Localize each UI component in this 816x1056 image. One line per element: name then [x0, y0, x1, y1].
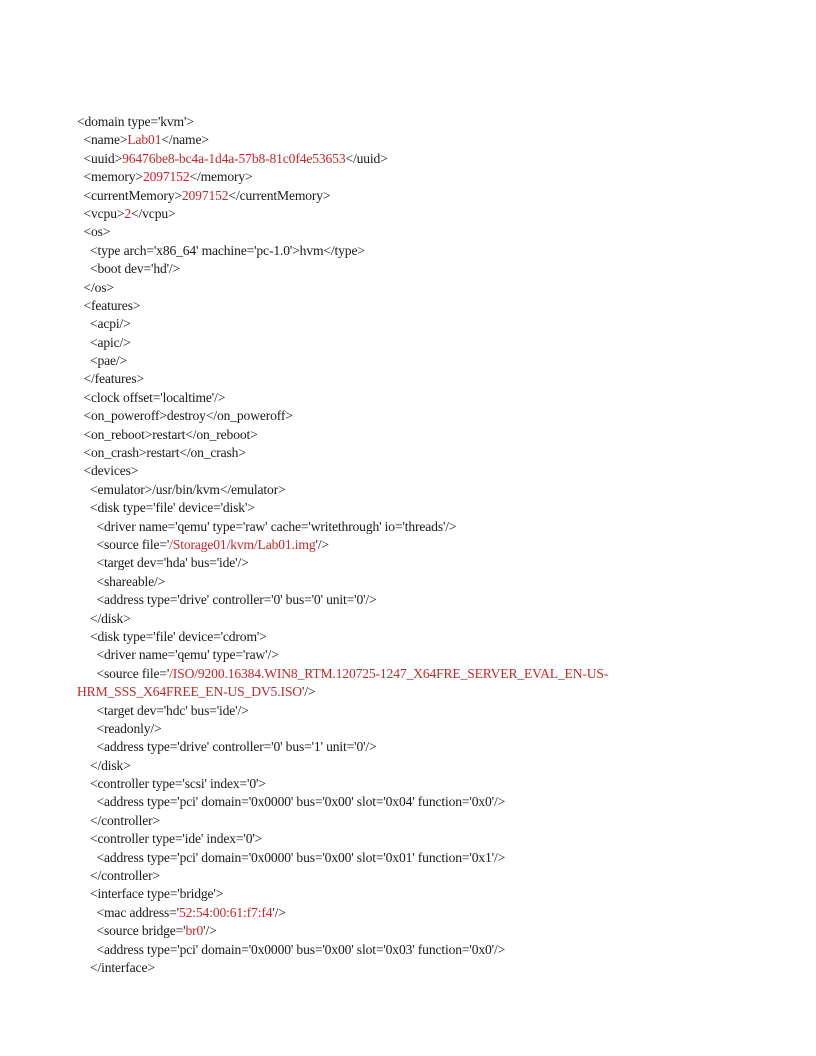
code-line — [77, 279, 777, 297]
code-text: </controller> — [77, 812, 160, 828]
code-text: </name> — [161, 132, 209, 148]
code-text: <driver name='qemu' type='raw'/> — [77, 647, 279, 663]
code-text: <currentMemory> — [77, 187, 182, 203]
highlighted-value: /ISO/9200.16384.WIN8_RTM.120725-1247_X64FRE_SERVER_EVAL_EN-US- — [169, 665, 609, 681]
code-line — [77, 444, 777, 462]
code-text: <readonly/> — [77, 720, 162, 736]
code-text: <address type='pci' domain='0x0000' bus='0x00' slot='0x01' function='0x1'/> — [77, 849, 506, 865]
code-text: <target dev='hda' bus='ide'/> — [77, 555, 249, 571]
code-text: <memory> — [77, 169, 143, 185]
code-line — [77, 481, 777, 499]
highlighted-value: 96476be8-bc4a-1d4a-57b8-81c0f4e53653 — [122, 150, 346, 166]
code-line — [77, 757, 777, 775]
code-text: <pae/> — [77, 353, 128, 369]
code-line — [77, 573, 777, 591]
code-line — [77, 683, 777, 701]
code-line — [77, 867, 777, 885]
code-line — [77, 297, 777, 315]
code-line — [77, 334, 777, 352]
code-line — [77, 646, 777, 664]
code-text: <disk type='file' device='disk'> — [77, 500, 255, 516]
code-line — [77, 260, 777, 278]
code-text: </os> — [77, 279, 114, 295]
code-line — [77, 223, 777, 241]
highlighted-value: HRM_SSS_X64FREE_EN-US_DV5.ISO — [77, 684, 302, 700]
code-text: <type arch='x86_64' machine='pc-1.0'>hvm</type> — [77, 242, 365, 258]
code-text: <apic/> — [77, 334, 131, 350]
code-line — [77, 150, 777, 168]
code-line — [77, 830, 777, 848]
code-text: '/> — [301, 684, 316, 700]
code-text: <on_reboot>restart</on_reboot> — [77, 426, 258, 442]
code-text: </uuid> — [345, 150, 388, 166]
code-line — [77, 131, 777, 149]
code-text: <boot dev='hd'/> — [77, 261, 181, 277]
highlighted-value: 2097152 — [181, 187, 229, 203]
code-line — [77, 812, 777, 830]
code-text: '/> — [203, 923, 217, 939]
code-text: <vcpu> — [77, 205, 125, 221]
code-text: '/> — [315, 536, 329, 552]
code-text: <address type='drive' controller='0' bus='0' unit='0'/> — [77, 592, 377, 608]
code-text: <on_crash>restart</on_crash> — [77, 445, 246, 461]
highlighted-value: 52:54:00:61:f7:f4 — [178, 904, 273, 920]
code-line — [77, 702, 777, 720]
code-line — [77, 389, 777, 407]
code-text: <clock offset='localtime'/> — [77, 389, 226, 405]
code-text: <disk type='file' device='cdrom'> — [77, 628, 267, 644]
code-line — [77, 959, 777, 977]
code-line — [77, 849, 777, 867]
highlighted-value: 2 — [124, 205, 132, 221]
code-line — [77, 738, 777, 756]
code-text: <os> — [77, 224, 111, 240]
code-line — [77, 315, 777, 333]
xml-domain-config — [77, 113, 777, 977]
code-line — [77, 426, 777, 444]
code-line — [77, 242, 777, 260]
code-line — [77, 793, 777, 811]
code-text: <source file=' — [77, 665, 170, 681]
code-text: <shareable/> — [77, 573, 166, 589]
code-line — [77, 904, 777, 922]
code-text: </currentMemory> — [228, 187, 331, 203]
code-text: <controller type='ide' index='0'> — [77, 831, 263, 847]
code-line — [77, 499, 777, 517]
code-text: <acpi/> — [77, 316, 131, 332]
code-text: </interface> — [77, 959, 155, 975]
code-line — [77, 187, 777, 205]
highlighted-value: br0 — [185, 923, 204, 939]
code-line — [77, 370, 777, 388]
code-line — [77, 941, 777, 959]
code-text: </disk> — [77, 610, 131, 626]
highlighted-value: /Storage01/kvm/Lab01.img — [169, 536, 316, 552]
code-text: </disk> — [77, 757, 131, 773]
code-line — [77, 665, 777, 683]
code-text: </features> — [77, 371, 144, 387]
code-line — [77, 628, 777, 646]
code-line — [77, 775, 777, 793]
code-text: <on_poweroff>destroy</on_poweroff> — [77, 408, 293, 424]
code-text: <address type='pci' domain='0x0000' bus='0x00' slot='0x04' function='0x0'/> — [77, 794, 506, 810]
code-line — [77, 462, 777, 480]
code-line — [77, 591, 777, 609]
code-text: <source file=' — [77, 536, 170, 552]
code-line — [77, 518, 777, 536]
code-line — [77, 610, 777, 628]
code-text: <name> — [77, 132, 128, 148]
code-line — [77, 352, 777, 370]
code-line — [77, 407, 777, 425]
code-text: <source bridge=' — [77, 923, 186, 939]
code-text: <emulator>/usr/bin/kvm</emulator> — [77, 481, 286, 497]
code-line — [77, 536, 777, 554]
code-text: <devices> — [77, 463, 139, 479]
code-line — [77, 168, 777, 186]
code-text: <controller type='scsi' index='0'> — [77, 776, 266, 792]
code-text: </memory> — [189, 169, 253, 185]
highlighted-value: 2097152 — [142, 169, 190, 185]
code-line — [77, 922, 777, 940]
code-text: '/> — [272, 904, 286, 920]
code-text: <driver name='qemu' type='raw' cache='writethrough' io='threads'/> — [77, 518, 457, 534]
highlighted-value: Lab01 — [127, 132, 162, 148]
code-text: </controller> — [77, 868, 160, 884]
code-text: <address type='drive' controller='0' bus='1' unit='0'/> — [77, 739, 377, 755]
code-line — [77, 885, 777, 903]
code-line — [77, 554, 777, 572]
code-text: <uuid> — [77, 150, 123, 166]
code-text: <mac address=' — [77, 904, 179, 920]
code-text: <interface type='bridge'> — [77, 886, 224, 902]
code-text: <features> — [77, 297, 141, 313]
code-text: </vcpu> — [131, 205, 176, 221]
code-text: <address type='pci' domain='0x0000' bus='0x00' slot='0x03' function='0x0'/> — [77, 941, 506, 957]
code-line — [77, 205, 777, 223]
code-line — [77, 113, 777, 131]
code-text: <domain type='kvm'> — [77, 114, 194, 129]
code-line — [77, 720, 777, 738]
code-text: <target dev='hdc' bus='ide'/> — [77, 702, 249, 718]
